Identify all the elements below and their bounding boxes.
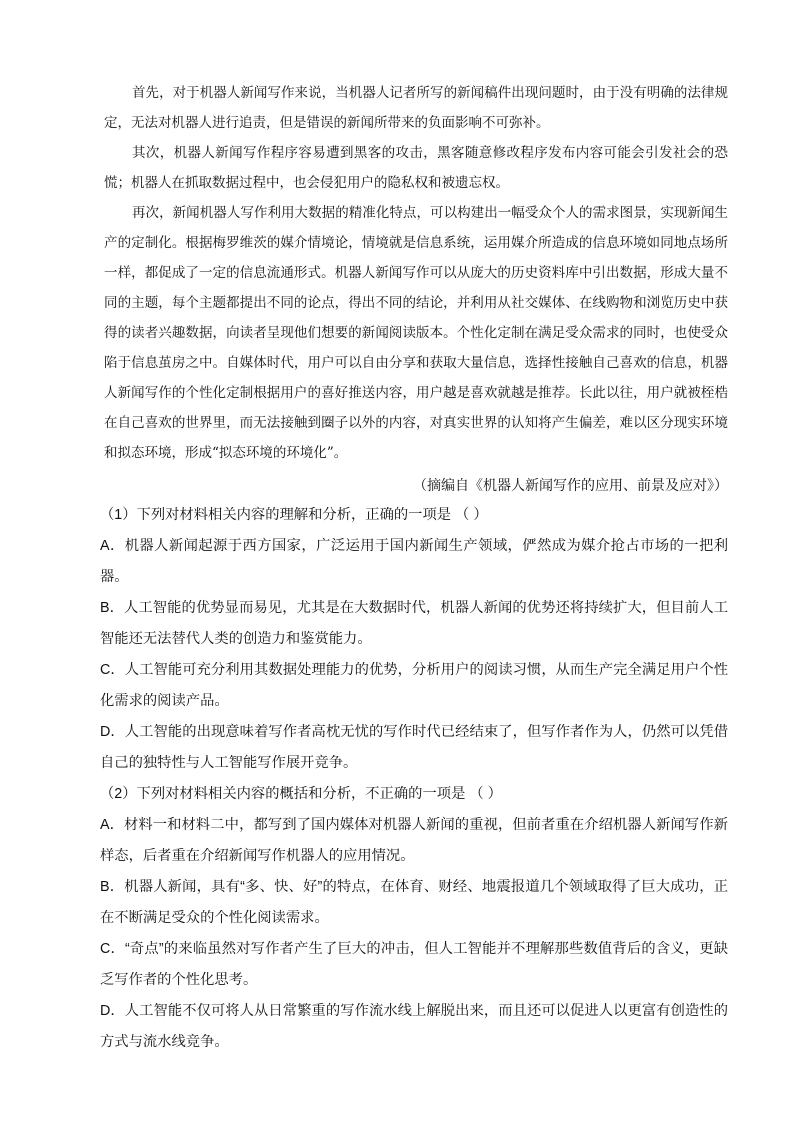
material-section — [104, 78, 728, 500]
material-paragraph-1: 首先，对于机器人新闻写作来说，当机器人记者所写的新闻稿件出现问题时，由于没有明确的法律规定，无法对机器人进行追责，但是错误的新闻所带来的负面影响不可弥补。 — [104, 85, 728, 131]
question-1-stem: （1）下列对材料相关内容的理解和分析，正确的一项是 （ ） — [100, 507, 488, 523]
question-2-stem: （2）下列对材料相关内容的概括和分析，不正确的一项是 （ ） — [100, 786, 502, 802]
question-1-option-b: B．人工智能的优势显而易见，尤其是在大数据时代，机器人新闻的优势还将持续扩大，但目前人工智能还无法替代人类的创造力和鉴赏能力。 — [100, 600, 729, 647]
question-2-option-d: D．人工智能不仅可将人从日常繁重的写作流水线上解脱出来，而且还可以促进人以更富有创造性的方式与流水线竞争。 — [100, 1003, 728, 1050]
question-1-option-d: D．人工智能的出现意味着写作者高枕无忧的写作时代已经结束了，但写作者作为人，仍然可以凭借自己的独特性与人工智能写作展开竞争。 — [100, 724, 728, 771]
material-source: （摘编自《机器人新闻写作的应用、前景及应对》） — [413, 477, 728, 493]
question-2-option-a: A．材料一和材料二中，都写到了国内媒体对机器人新闻的重视，但前者重在介绍机器人新闻写作新样态，后者重在介绍新闻写作机器人的应用情况。 — [100, 817, 729, 864]
material-paragraph-3: 再次，新闻机器人写作利用大数据的精准化特点，可以构建出一幅受众个人的需求图景，实现新闻生产的定制化。根据梅罗维茨的媒介情境论，情境就是信息系统，运用媒介所造成的信息环境如同地点场所一样，都促成了一定的信息流通形式。机器人新闻写作可以从庞大的历史资料库中引出数据，形成大量不同的主题，每个主题都提出不同的论点，得出不同的结论，并利用从社交媒体、在线购物和浏览历史中获得的读者兴趣数据，向读者呈现他们想要的新闻阅读版本。个性化定制在满足受众需求的同时，也使受众陷于信息茧房之中。自媒体时代，用户可以自由分享和获取大量信息，选择性接触自己喜欢的信息，机器人新闻写作的个性化定制根据用户的喜好推送内容，用户越是喜欢就越是推荐。长此以往，用户就被桎梏在自己喜欢的世界里，而无法接触到圈子以外的内容，对真实世界的认知将产生偏差，难以区分现实环境和拟态环境，形成“拟态环境的环境化”。 — [104, 205, 728, 461]
question-1-option-c: C．人工智能可充分利用其数据处理能力的优势，分析用户的阅读习惯，从而生产完全满足用户个性化需求的阅读产品。 — [100, 662, 728, 709]
question-2-option-b: B．机器人新闻，具有“多、快、好”的特点，在体育、财经、地震报道几个领域取得了巨大成功，正在不断满足受众的个性化阅读需求。 — [100, 879, 728, 926]
question-2-option-c: C．“奇点”的来临虽然对写作者产生了巨大的冲击，但人工智能并不理解那些数值背后的含义，更缺乏写作者的个性化思考。 — [100, 941, 728, 988]
material-paragraph-2: 其次，机器人新闻写作程序容易遭到黑客的攻击，黑客随意修改程序发布内容可能会引发社会的恐慌；机器人在抓取数据过程中，也会侵犯用户的隐私权和被遗忘权。 — [104, 145, 728, 191]
question-2 — [100, 779, 729, 1058]
question-1 — [100, 500, 729, 779]
question-1-option-a: A．机器人新闻起源于西方国家，广泛运用于国内新闻生产领域，俨然成为媒介抢占市场的一把利器。 — [100, 538, 728, 585]
